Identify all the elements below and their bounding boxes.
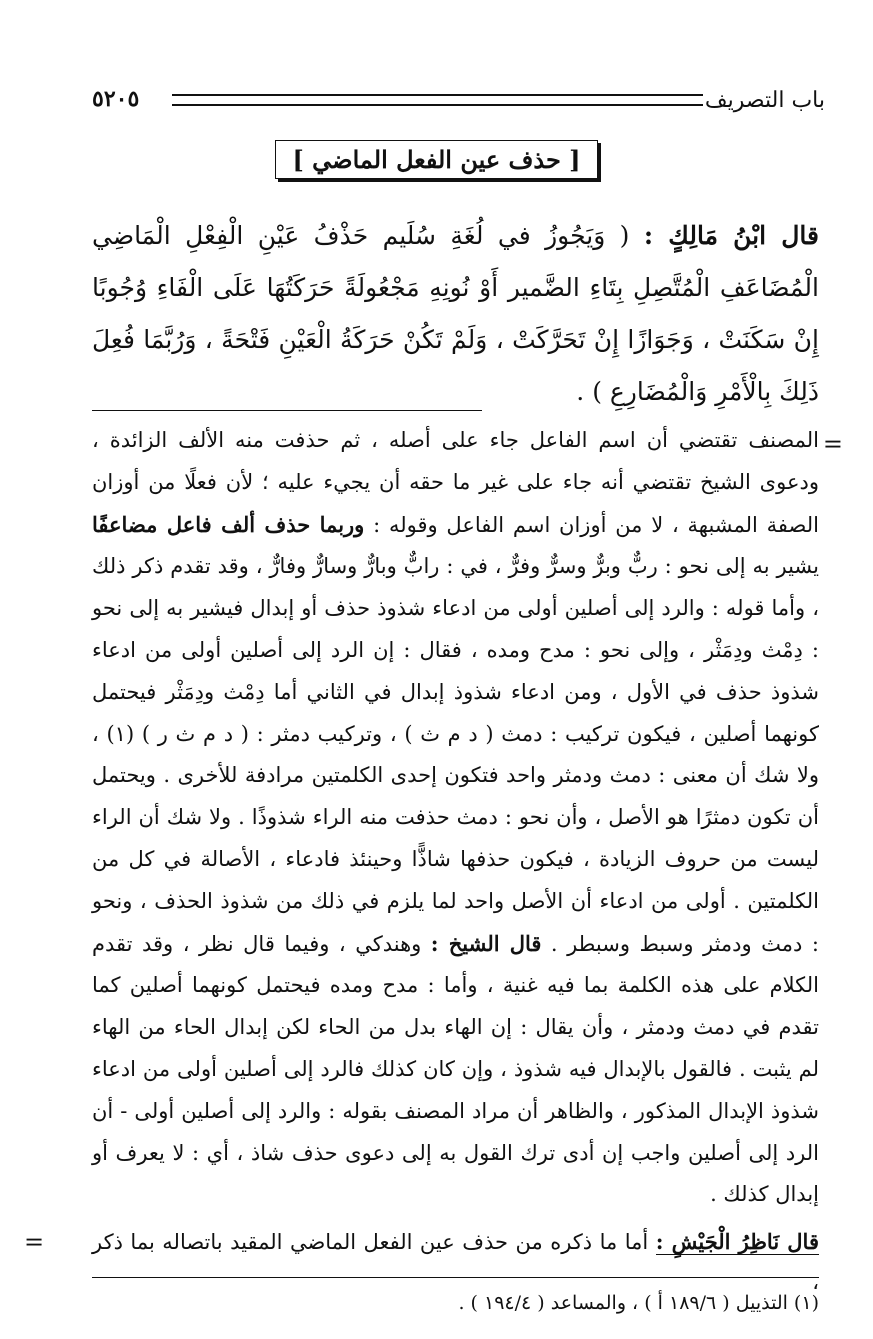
section-title: [ حذف عين الفعل الماضي ] xyxy=(275,140,597,179)
page-number: ٥٢٠٥ xyxy=(92,86,140,112)
commentary-part-2: يشير به إلى نحو : ربٌّ وبرٌّ وسرٌّ وفرٌّ ، في : رابٌّ وبارٌّ وسارٌّ وفارٌّ ، وقد تقدم ذكر ذلك ، وأما قوله : والرد إلى أصلين أولى من ادعاء شذوذ حذف أو إبدال فيشير به إلى نحو : دِمْث ودِمَثْر ، وإلى نحو : مدح ومده ، فقال : إن الرد إلى أصلين أولى من ادعاء شذوذ حذف في الأول ، ومن ادعاء شذوذ إبدال في الثاني أما دِمْث ودِمَثْر فيحتمل كونهما أصلين ، فيكون تركيب : دمث ( د م ث ) ، وتركيب دمثر : ( د م ث ر ) (١) ، ولا شك أن معنى : دمث ودمثر واحد فتكون إحدى الكلمتين مرادفة للأخرى . ويحتمل أن تكون دمثرًا هو الأصل ، وأن نحو : دمث حذفت منه الراء شذوذًا . ولا شك أن الراء ليست من حروف الزيادة ، فيكون حذفها شاذًّا وحينئذ فادعاء ، الأصالة في كل من الكلمتين . أولى من ادعاء أن الأصل واحد لما يلزم في ذلك من شذوذ الحذف ، ونحو : دمث ودمثر وسبط وسبطر . xyxy=(92,554,819,956)
header-rule xyxy=(172,94,703,106)
commentary-part-3: وهندكي ، وفيما قال نظر ، وقد تقدم الكلام على هذه الكلمة بما فيه غنية ، وأما : مدح ومده فيحتمل كونهما أصلين كما تقدم في دمث ودمثر ، وأن يقال : إن الهاء بدل من الحاء لكن إبدال الحاء من الهاء لم يثبت . فالقول بالإبدال فيه شذوذ ، وإن كان كذلك فالرد إلى أصلين أولى من ادعاء شذوذ الإبدال المذكور ، والظاهر أن مراد المصنف بقوله : والرد إلى أصلين أولى - أن الرد إلى أصلين واجب إن أدى ترك القول به إلى دعوى حذف شاذ ، أي : لا يعرف أو إبدال كذلك . xyxy=(92,931,819,1207)
matn-body: ( وَيَجُوزُ في لُغَةِ سُلَيم حَذْفُ عَيْنِ الْفِعْلِ الْمَاضِي الْمُضَاعَفِ الْمُتَّصِلِ بِتَاءِ الضَّمير أَوْ نُونِهِ مَجْعُولَةً حَرَكَتُهَا عَلَى الْفَاءِ وُجُوبًا إِنْ سَكَنَتْ ، وَجَوَازًا إِنْ تَحَرَّكَتْ ، وَلَمْ تَكُنْ حَرَكَةُ الْعَيْنِ فَتْحَةً ، وَرُبَّمَا فُعِلَ ذَلِكَ بِالْأَمْرِ وَالْمُضَارِعِ ) . xyxy=(92,221,819,406)
nazir-speaker: قال نَاظِرُ الْجَيْشِ : xyxy=(655,1229,819,1254)
chapter-title: باب التصريف xyxy=(704,88,825,113)
commentary-bold-2: قال الشيخ : xyxy=(430,930,542,956)
matn-text xyxy=(92,210,819,418)
continuation-marker: = xyxy=(822,430,843,458)
commentary-text xyxy=(92,420,819,1216)
section-heading xyxy=(0,140,873,179)
footnote-divider xyxy=(92,1277,819,1278)
continuation-marker-end: = xyxy=(24,1228,45,1256)
commentary-bold-1: وربما حذف ألف فاعل مضاعفًا xyxy=(92,511,365,537)
nazir-text: أما ما ذكره من حذف عين الفعل الماضي المقيد باتصاله بما ذكر ، xyxy=(92,1230,819,1294)
commentary-part-1: المصنف تقتضي أن اسم الفاعل جاء على أصله ، ثم حذفت منه الألف الزائدة ، ودعوى الشيخ تقتضي أنه جاء على غير ما حقه أن يجيء عليه ؛ لأن فعلًا من أوزان الصفة المشبهة ، لا من أوزان اسم الفاعل وقوله : xyxy=(92,428,819,537)
matn-divider xyxy=(92,410,482,411)
matn-speaker: قال ابْنُ مَالِكٍ : xyxy=(643,221,819,250)
page-header xyxy=(92,82,825,122)
footnote: (١) التذييل ( ١٨٩/٦ أ ) ، والمساعد ( ١٩٤/٤ ) . xyxy=(458,1292,819,1314)
